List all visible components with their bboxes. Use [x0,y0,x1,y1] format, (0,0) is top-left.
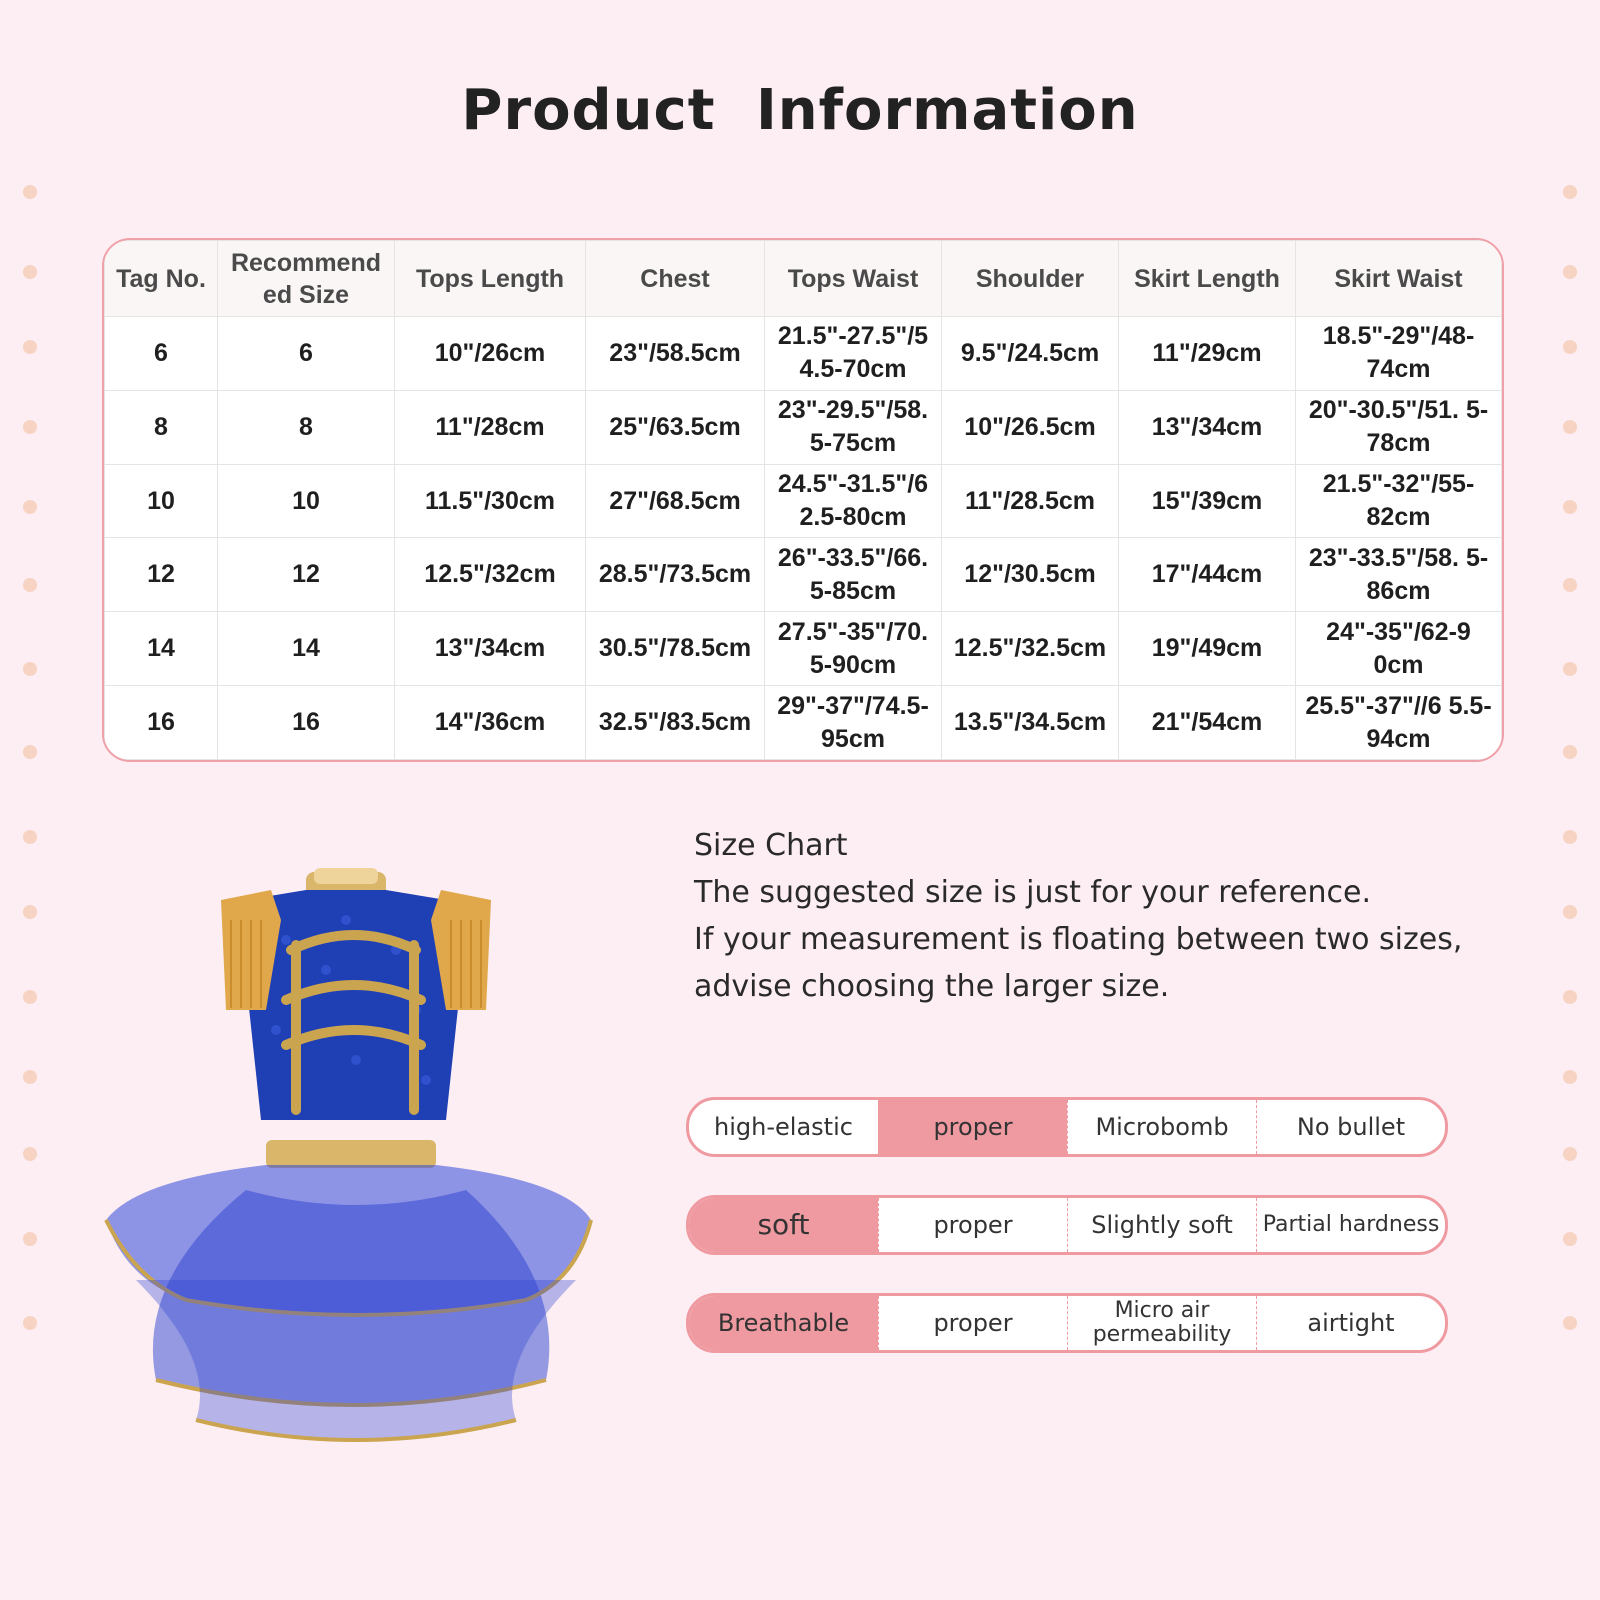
table-cell: 15"/39cm [1119,464,1296,538]
decorative-dot [1563,1070,1577,1084]
description-line: The suggested size is just for your reference. [694,875,1371,910]
breathability-option: proper [878,1296,1067,1350]
table-cell: 11"/28.5cm [942,464,1119,538]
table-cell: 23"-33.5"/58. 5-86cm [1296,538,1502,612]
table-cell: 16 [105,686,218,760]
table-cell: 19"/49cm [1119,612,1296,686]
table-cell: 28.5"/73.5cm [586,538,765,612]
table-row [105,464,1502,538]
table-cell: 11"/29cm [1119,317,1296,391]
table-cell: 13"/34cm [395,612,586,686]
breathability-option: airtight [1256,1296,1445,1350]
table-cell: 12.5"/32cm [395,538,586,612]
table-cell: 32.5"/83.5cm [586,686,765,760]
decorative-dot [1563,905,1577,919]
table-cell: 21.5"-27.5"/5 4.5-70cm [765,317,942,391]
softness-option: Slightly soft [1067,1198,1256,1252]
description-line: advise choosing the larger size. [694,969,1170,1004]
description-line: If your measurement is floating between two sizes, [694,922,1463,957]
breathability-bar [686,1293,1448,1353]
table-cell: 10 [218,464,395,538]
elasticity-option: Microbomb [1067,1100,1256,1154]
table-row [105,317,1502,391]
table-cell: 21"/54cm [1119,686,1296,760]
table-cell: 20"-30.5"/51. 5-78cm [1296,390,1502,464]
decorative-dot [23,1147,37,1161]
table-cell: 13"/34cm [1119,390,1296,464]
decorative-dot [23,340,37,354]
decorative-dot [23,990,37,1004]
decorative-dot [1563,500,1577,514]
table-cell: 27"/68.5cm [586,464,765,538]
decorative-dot [1563,990,1577,1004]
table-cell: 10"/26cm [395,317,586,391]
softness-option: Partial hardness [1256,1198,1445,1252]
table-row [105,686,1502,760]
decorative-dot [23,662,37,676]
page-title: Product Information [461,78,1139,143]
decorative-dot [1563,340,1577,354]
decorative-dot [1563,185,1577,199]
table-cell: 11"/28cm [395,390,586,464]
table-cell: 30.5"/78.5cm [586,612,765,686]
decorative-dot [23,500,37,514]
table-cell: 10"/26.5cm [942,390,1119,464]
table-cell: 26"-33.5"/66. 5-85cm [765,538,942,612]
description-heading: Size Chart [694,828,848,863]
softness-bar [686,1195,1448,1255]
breathability-option: Breathable [689,1296,878,1350]
table-cell: 14 [218,612,395,686]
table-cell: 24"-35"/62-9 0cm [1296,612,1502,686]
table-cell: 23"/58.5cm [586,317,765,391]
table-cell: 14 [105,612,218,686]
table-cell: 8 [105,390,218,464]
table-cell: 18.5"-29"/48- 74cm [1296,317,1502,391]
table-cell: 21.5"-32"/55- 82cm [1296,464,1502,538]
decorative-dot [23,185,37,199]
table-cell: 11.5"/30cm [395,464,586,538]
table-row [105,538,1502,612]
size-table-container [102,238,1504,762]
table-cell: 9.5"/24.5cm [942,317,1119,391]
elasticity-option: No bullet [1256,1100,1445,1154]
decorative-dot [1563,1232,1577,1246]
table-row [105,390,1502,464]
decorative-dot [1563,662,1577,676]
header-cell: Tops Waist [765,241,942,317]
decorative-dot [23,830,37,844]
elasticity-option: high-elastic [714,1113,853,1141]
elasticity-bar [686,1097,1448,1157]
table-cell: 25"/63.5cm [586,390,765,464]
decorative-dot [1563,578,1577,592]
decorative-dot [23,1070,37,1084]
decorative-dot [23,1316,37,1330]
breathability-option: Micro air permeability [1067,1296,1256,1350]
decorative-dot [23,905,37,919]
table-cell: 25.5"-37"//6 5.5-94cm [1296,686,1502,760]
decorative-dot [1563,265,1577,279]
header-cell: Tag No. [105,241,218,317]
product-costume-image [96,860,616,1470]
table-cell: 27.5"-35"/70. 5-90cm [765,612,942,686]
decorative-dot [23,420,37,434]
decorative-dots-left [10,0,50,1600]
header-cell: Shoulder [942,241,1119,317]
decorative-dot [1563,830,1577,844]
header-cell: Tops Length [395,241,586,317]
table-cell: 24.5"-31.5"/6 2.5-80cm [765,464,942,538]
table-cell: 12 [218,538,395,612]
decorative-dots-right [1550,0,1590,1600]
softness-option: soft [689,1198,878,1252]
size-table-header-row [105,241,1502,317]
table-cell: 12.5"/32.5cm [942,612,1119,686]
table-cell: 17"/44cm [1119,538,1296,612]
table-cell: 16 [218,686,395,760]
softness-option: proper [878,1198,1067,1252]
size-table [104,240,1502,760]
decorative-dot [1563,745,1577,759]
decorative-dot [23,578,37,592]
table-row [105,612,1502,686]
size-chart-description [694,822,1514,1010]
table-cell: 12"/30.5cm [942,538,1119,612]
decorative-dot [23,1232,37,1246]
elasticity-option: proper [878,1100,1067,1154]
table-cell: 6 [218,317,395,391]
header-cell: Recommend ed Size [218,241,395,317]
table-cell: 10 [105,464,218,538]
table-cell: 12 [105,538,218,612]
table-cell: 6 [105,317,218,391]
decorative-dot [23,265,37,279]
decorative-dot [1563,1147,1577,1161]
header-cell: Skirt Waist [1296,241,1502,317]
table-cell: 8 [218,390,395,464]
header-cell: Chest [586,241,765,317]
header-cell: Skirt Length [1119,241,1296,317]
table-cell: 29"-37"/74.5- 95cm [765,686,942,760]
decorative-dot [1563,1316,1577,1330]
table-cell: 23"-29.5"/58. 5-75cm [765,390,942,464]
table-cell: 14"/36cm [395,686,586,760]
table-cell: 13.5"/34.5cm [942,686,1119,760]
decorative-dot [1563,420,1577,434]
decorative-dot [23,745,37,759]
